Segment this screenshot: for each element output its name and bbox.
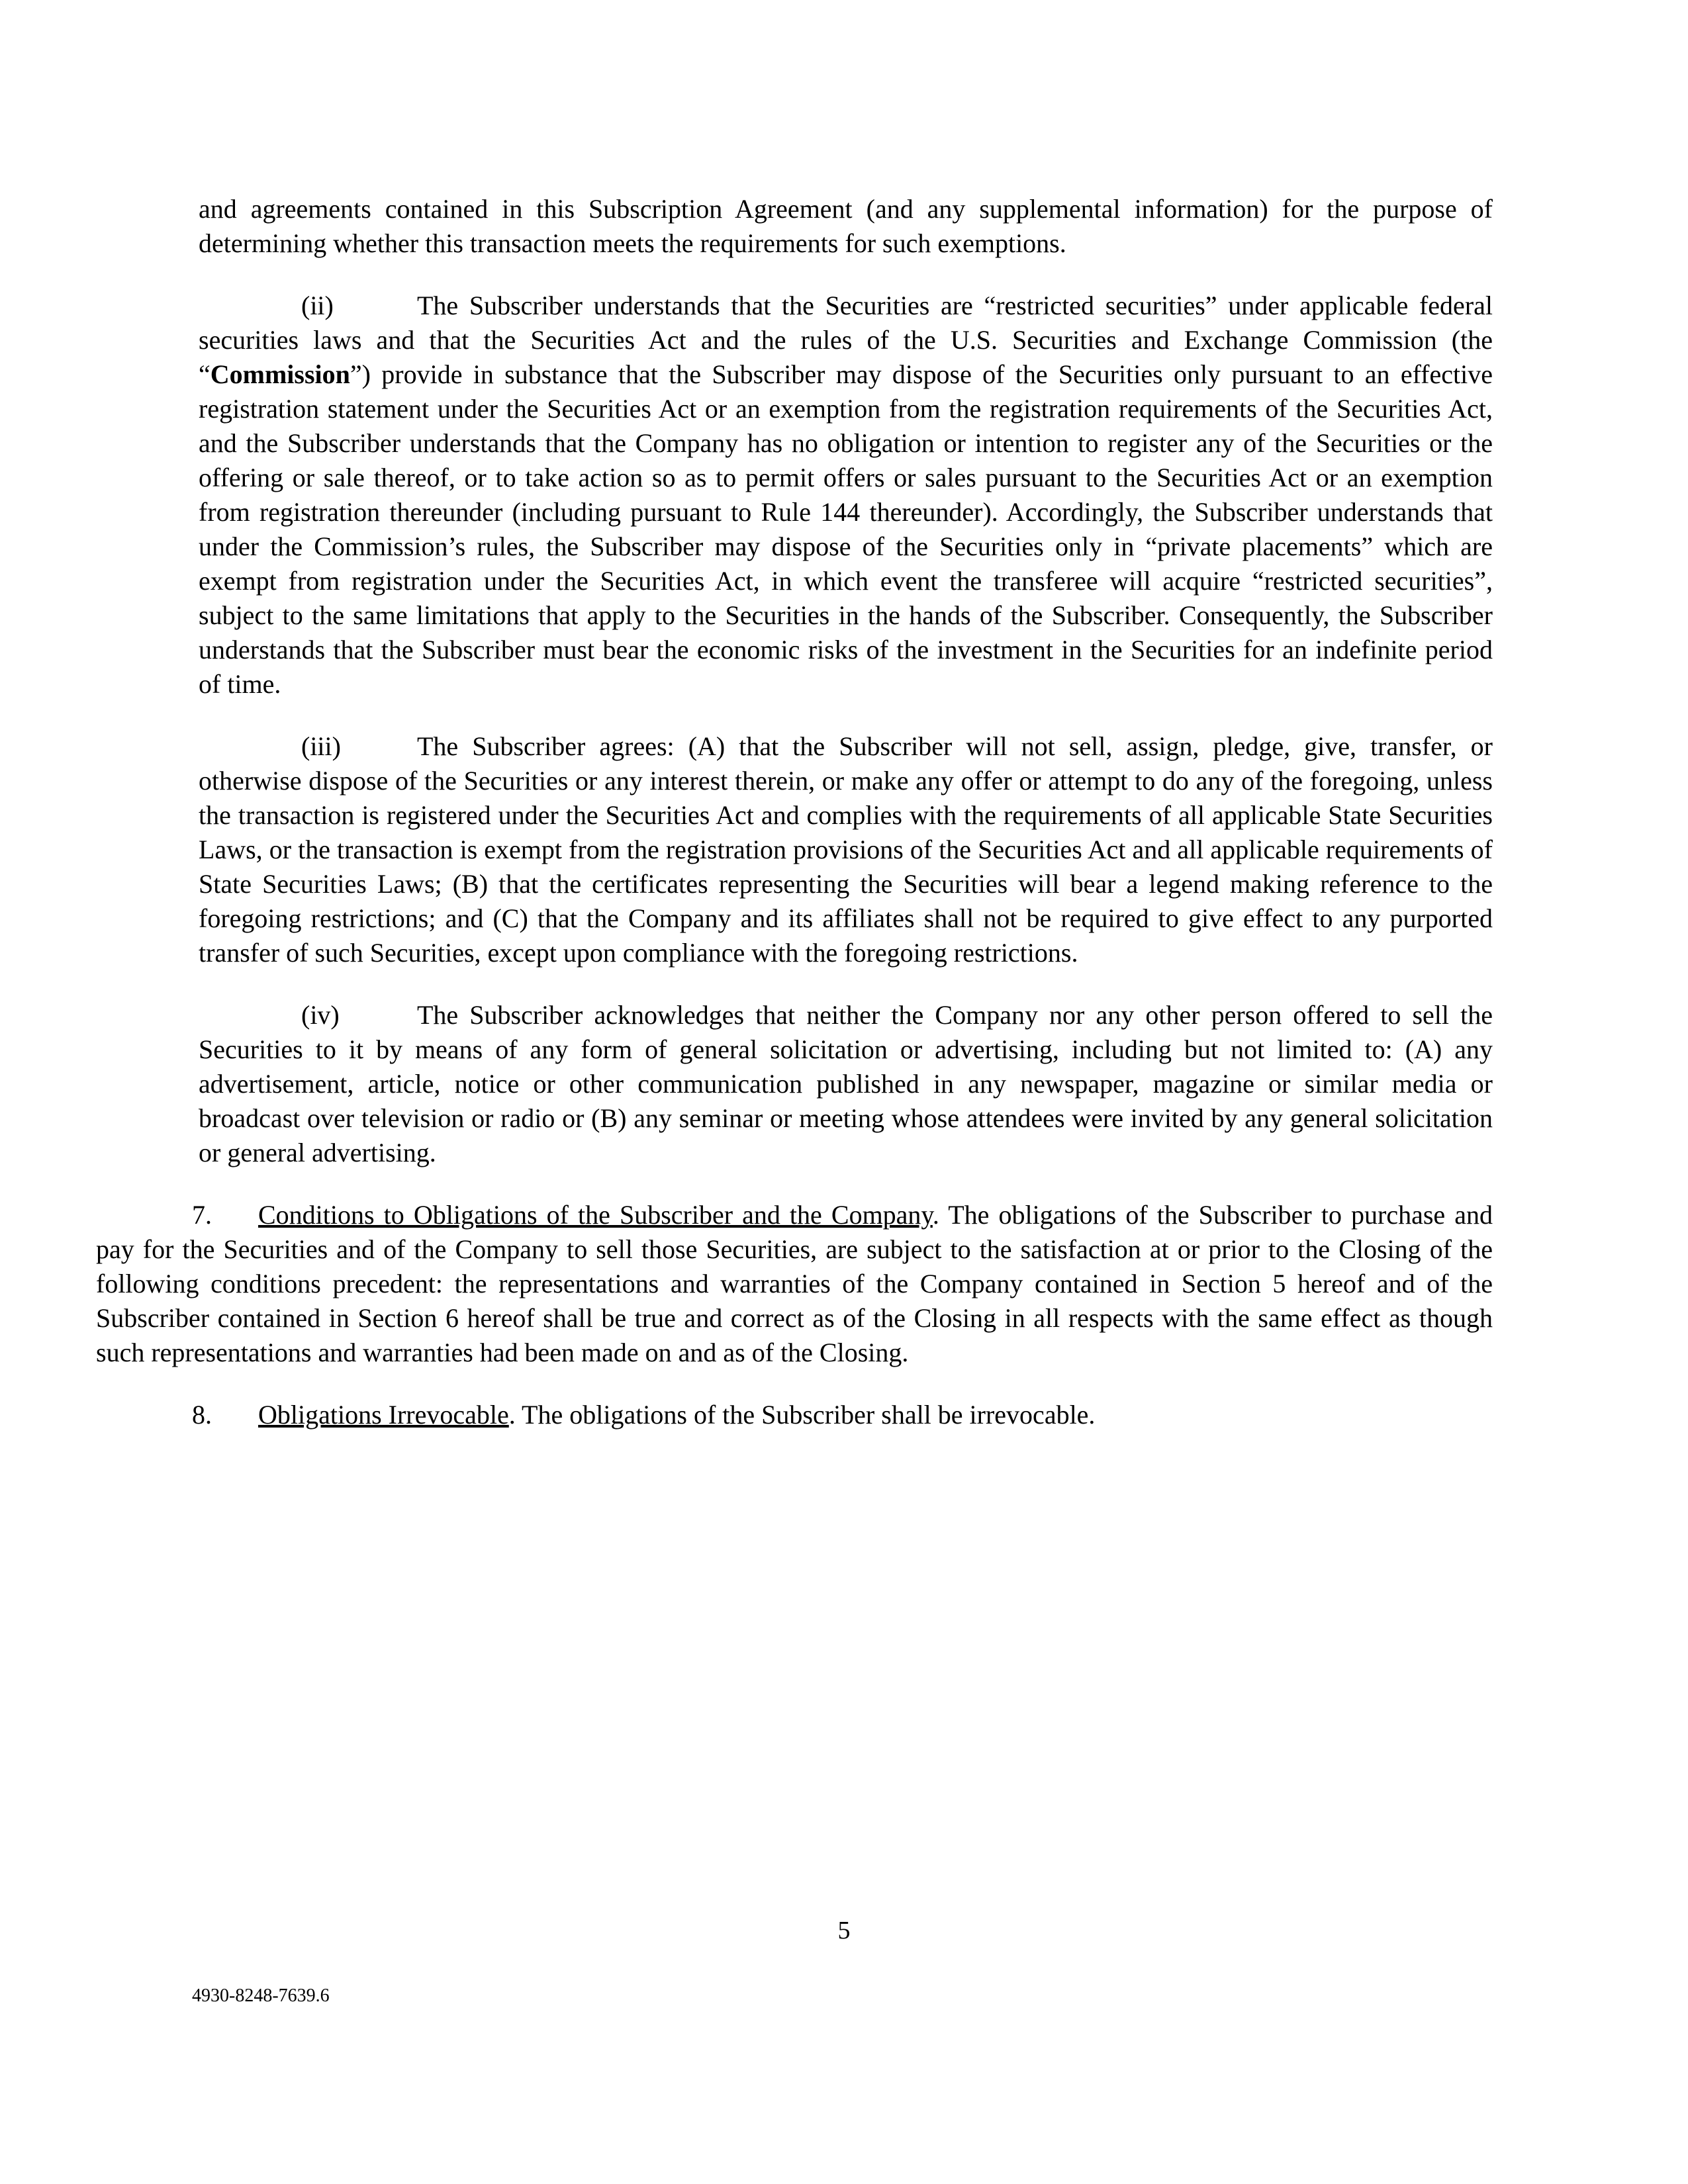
paragraph-iii-text: The Subscriber agrees: (A) that the Subscriber will not sell, assign, pledge, give, transfer, or otherwise dispose of the Securities or any interest therein, or make any offer or attempt to do any of the foregoing, unless the transaction is registered under the Securities Act and complies with the requirements of all applicable State Securities Laws, or the transaction is exempt from the registration provisions of the Securities Act and all applicable requirements of State Securities Laws; (B) that the certificates representing the Securities will bear a legend making reference to the foregoing restrictions; and (C) that the Company and its affiliates shall not be required to give effect to any purported transfer of such Securities, except upon compliance with the foregoing restrictions.: [199, 731, 1493, 968]
paragraph-ii-text-b: ”) provide in substance that the Subscriber may dispose of the Securities only pursuant to an effective registration statement under the Securities Act or an exemption from the registration requirements of the Securities Act, and the Subscriber understands that the Company has no obligation or intention to register any of the Securities or the offering or sale thereof, or to take action so as to permit offers or sales pursuant to the Securities Act or an exemption from registration thereunder (including pursuant to Rule 144 thereunder). Accordingly, the Subscriber understands that under the Commission’s rules, the Subscriber may dispose of the Securities only in “private placements” which are exempt from registration under the Securities Act, in which event the transferee will acquire “restricted securities”, subject to the same limitations that apply to the Securities in the hands of the Subscriber. Consequently, the Subscriber understands that the Subscriber must bear the economic risks of the investment in the Securities for an indefinite period of time.: [199, 359, 1493, 699]
spacer: [199, 261, 1493, 289]
defined-term-commission: Commission: [210, 359, 350, 389]
paragraph-continued: [199, 192, 1493, 261]
spacer: [199, 702, 1493, 729]
page-content: [96, 192, 1493, 1432]
section-8-text: . The obligations of the Subscriber shall be irrevocable.: [508, 1400, 1096, 1430]
paragraph-iii-marker: (iii): [301, 731, 341, 761]
section-7: [96, 1198, 1493, 1370]
spacer: [199, 1370, 1493, 1398]
paragraph-iii: [199, 729, 1493, 970]
paragraph-continued-text: and agreements contained in this Subscription Agreement (and any supplemental information) for the purpose of determining whether this transaction meets the requirements for such exemptions.: [199, 194, 1493, 258]
spacer: [199, 1170, 1493, 1198]
section-7-heading: Conditions to Obligations of the Subscriber and the Company: [258, 1200, 933, 1230]
section-8: [96, 1398, 1493, 1432]
section-8-heading: Obligations Irrevocable: [258, 1400, 509, 1430]
paragraph-iv-marker: (iv): [301, 1000, 340, 1030]
document-id: 4930-8248-7639.6: [192, 1985, 330, 2006]
section-7-text: . The obligations of the Subscriber to purchase and pay for the Securities and of the Company to sell those Securities, are subject to the satisfaction at or prior to the Closing of the following conditions precedent: the representations and warranties of the Company contained in Section 5 hereof and of the Subscriber contained in Section 6 hereof shall be true and correct as of the Closing in all respects with the same effect as though such representations and warranties had been made on and as of the Closing.: [96, 1200, 1493, 1367]
paragraph-iv: [199, 998, 1493, 1170]
section-8-number: 8.: [192, 1400, 212, 1430]
paragraph-ii-text-a: The Subscriber understands that the Securities are “restricted securities” under applicable federal securities laws and that the Securities Act and the rules of the U.S. Securities and Exchange Commission (the “: [199, 291, 1493, 389]
spacer: [199, 970, 1493, 998]
section-7-number: 7.: [192, 1200, 212, 1230]
paragraph-ii: [199, 289, 1493, 702]
paragraph-ii-marker: (ii): [301, 291, 334, 320]
paragraph-iv-text: The Subscriber acknowledges that neither the Company nor any other person offered to sell the Securities to it by means of any form of general solicitation or advertising, including but not limited to: (A) any advertisement, article, notice or other communication published in any newspaper, magazine or similar media or broadcast over television or radio or (B) any seminar or meeting whose attendees were invited by any general solicitation or general advertising.: [199, 1000, 1493, 1167]
page-number: 5: [837, 1917, 851, 1944]
